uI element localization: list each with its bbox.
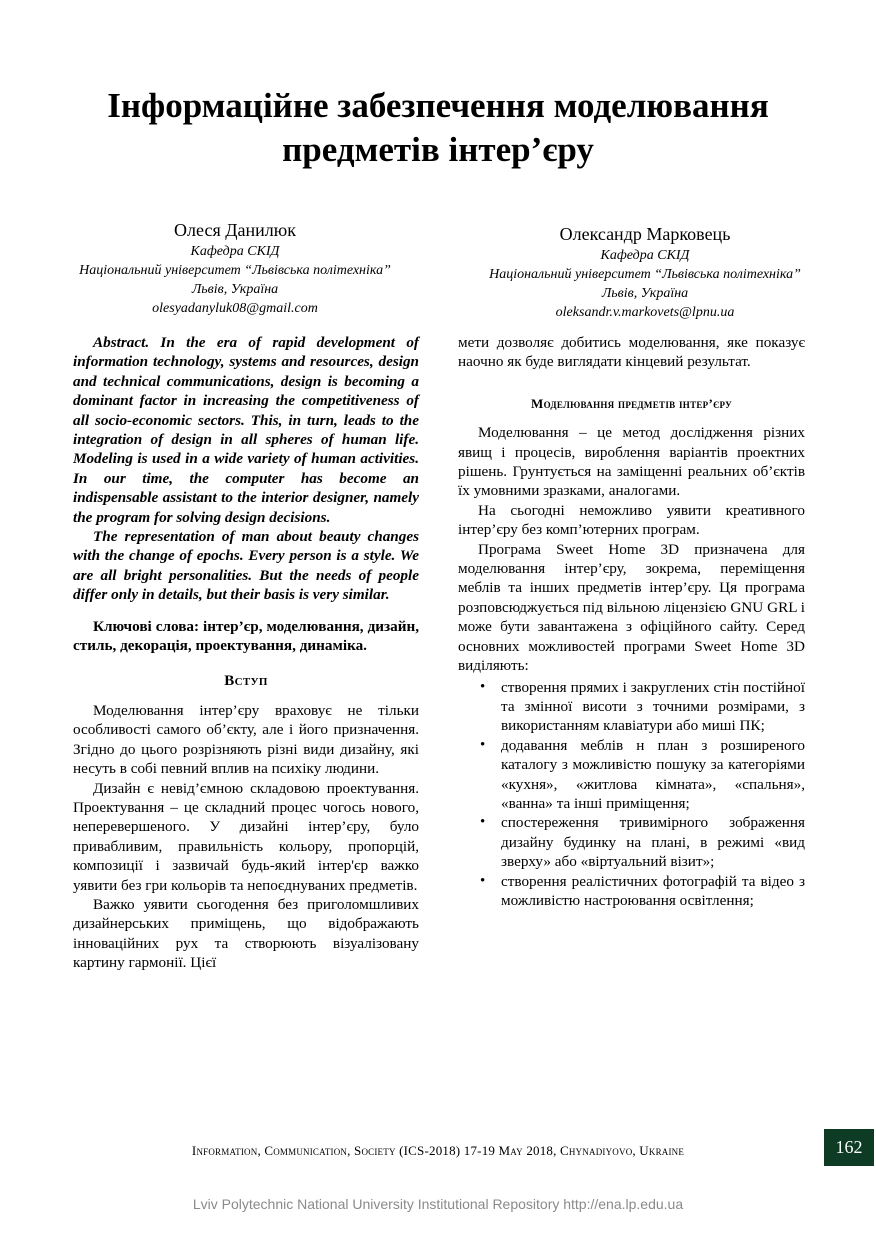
author-name: Олександр Марковець xyxy=(559,224,731,244)
author-university: Національний університет “Львівська політехніка” xyxy=(489,267,801,282)
body-paragraph: Програма Sweet Home 3D призначена для моделювання інтер’єру, зокрема, переміщення меблів та інших предметів інтер’єру. Ця програма розповсюджується під вільною ліцензією GNU GRL і може бути завантажена з офіційного сайту. Серед основних можливостей програми Sweet Home 3D виділяють: xyxy=(458,540,805,675)
body-paragraph-continued: мети дозволяє добитись моделювання, яке показує наочно як буде виглядати кінцевий результат. xyxy=(458,334,805,371)
author-name: Олеся Данилюк xyxy=(174,220,296,240)
bullet-icon: • xyxy=(480,814,486,831)
author-city: Львів, Україна xyxy=(601,286,689,301)
bullet-icon: • xyxy=(480,736,486,753)
page-number: 162 xyxy=(824,1129,874,1166)
abstract-paragraph: Abstract. In the era of rapid development of information technology, systems and resources, design and technical communications, design is becoming a dominant factor in increasing the competitiveness of all socio-economic sectors. This, in turn, leads to the integration of design in all spheres of human life. Modeling is used in a wide variety of human activities. In our time, the computer has become an indispensable assistant to the interior designer, namely the program for solving design decisions. xyxy=(73,334,419,526)
body-paragraph: Важко уявити сьогодення без приголомшливих дизайнерських приміщень, що відображають інноваційних рух та створюють візуалізовану картину гармонії. Цієї xyxy=(73,895,419,972)
section-heading-intro: Вступ xyxy=(224,672,268,689)
conference-footer: Information, Communication, Society (ICS-2018) 17-19 May 2018, Chynadiyovo, Ukraine xyxy=(191,1143,685,1158)
author-email: oleksandr.v.markovets@lpnu.ua xyxy=(555,305,735,320)
author-city: Львів, Україна xyxy=(191,282,279,297)
list-item-text: додавання меблів н план з розширеного каталогу з можливістю пошуку за категоріями «кухня», «житлова кімната», «спальня», «ванна» та інші приміщення; xyxy=(501,736,805,812)
feature-list xyxy=(458,678,805,911)
list-item-text: спостереження тривимірного зображення дизайну будинку на плані, в режимі «вид зверху» або «віртуальний візит»; xyxy=(501,814,805,871)
title-line-1: Інформаційне забезпечення моделювання xyxy=(107,86,769,125)
section-heading-modeling: Моделювання предметів інтер’єру xyxy=(531,395,732,411)
author-university: Національний університет “Львівська політехніка” xyxy=(79,263,391,278)
title-line-2: предметів інтер’єру xyxy=(282,130,594,169)
list-item-text: створення реалістичних фотографій та відео з можливістю настроювання освітлення; xyxy=(501,872,805,909)
repository-watermark: Lviv Polytechnic National University Institutional Repository http://ena.lp.edu.ua xyxy=(192,1196,684,1212)
paper-title xyxy=(40,84,836,172)
abstract-paragraph: The representation of man about beauty changes with the change of epochs. Every person is a style. We are all bright personalities. But the needs of people differ only in details, but their basis is very similar. xyxy=(73,528,419,604)
author-email: olesyadanyluk08@gmail.com xyxy=(152,301,318,316)
body-paragraph: Моделювання – це метод дослідження різних явищ і процесів, вироблення варіантів проектних рішень. Грунтується на заміщенні реальних об’єктів їх умовними зразками, аналогами. xyxy=(458,424,805,500)
author-block-1 xyxy=(44,218,426,318)
body-paragraph: На сьогодні неможливо уявити креативного інтер’єру без комп’ютерних програм. xyxy=(458,501,805,539)
list-item-text: створення прямих і закруглених стін постійної та змінної висоти з точними розмірами, з використанням клавіатури або миші ПК; xyxy=(501,678,805,735)
bullet-icon: • xyxy=(480,872,486,889)
body-paragraph: Моделювання інтер’єру враховує не тільки особливості самого об’єкту, але і його призначення. Згідно до цього розрізняють різні види дизайну, які несуть в собі певний вплив на психіку людини. xyxy=(73,701,419,778)
list-item xyxy=(458,813,805,871)
list-item xyxy=(458,678,805,736)
author-block-2 xyxy=(454,222,836,322)
author-department: Кафедра СКІД xyxy=(600,248,690,263)
author-department: Кафедра СКІД xyxy=(190,244,280,259)
keywords: Ключові слова: інтер’єр, моделювання, дизайн, стиль, декорація, проектування, динаміка. xyxy=(73,617,419,655)
body-paragraph: Дизайн є невід’ємною складовою проектування. Проектування – це складний процес чогось нового, неперевершеного. У дизайні інтер’єру, було привабливим, правильність кольору, пропорцій, композиції і зазвичай будь-який інтер'єр важко уявити без гри кольорів та непоєднуваних предметів. xyxy=(73,779,419,894)
left-column xyxy=(73,333,419,973)
list-item xyxy=(458,872,805,911)
list-item xyxy=(458,736,805,814)
right-column xyxy=(458,333,805,910)
bullet-icon: • xyxy=(480,678,486,695)
